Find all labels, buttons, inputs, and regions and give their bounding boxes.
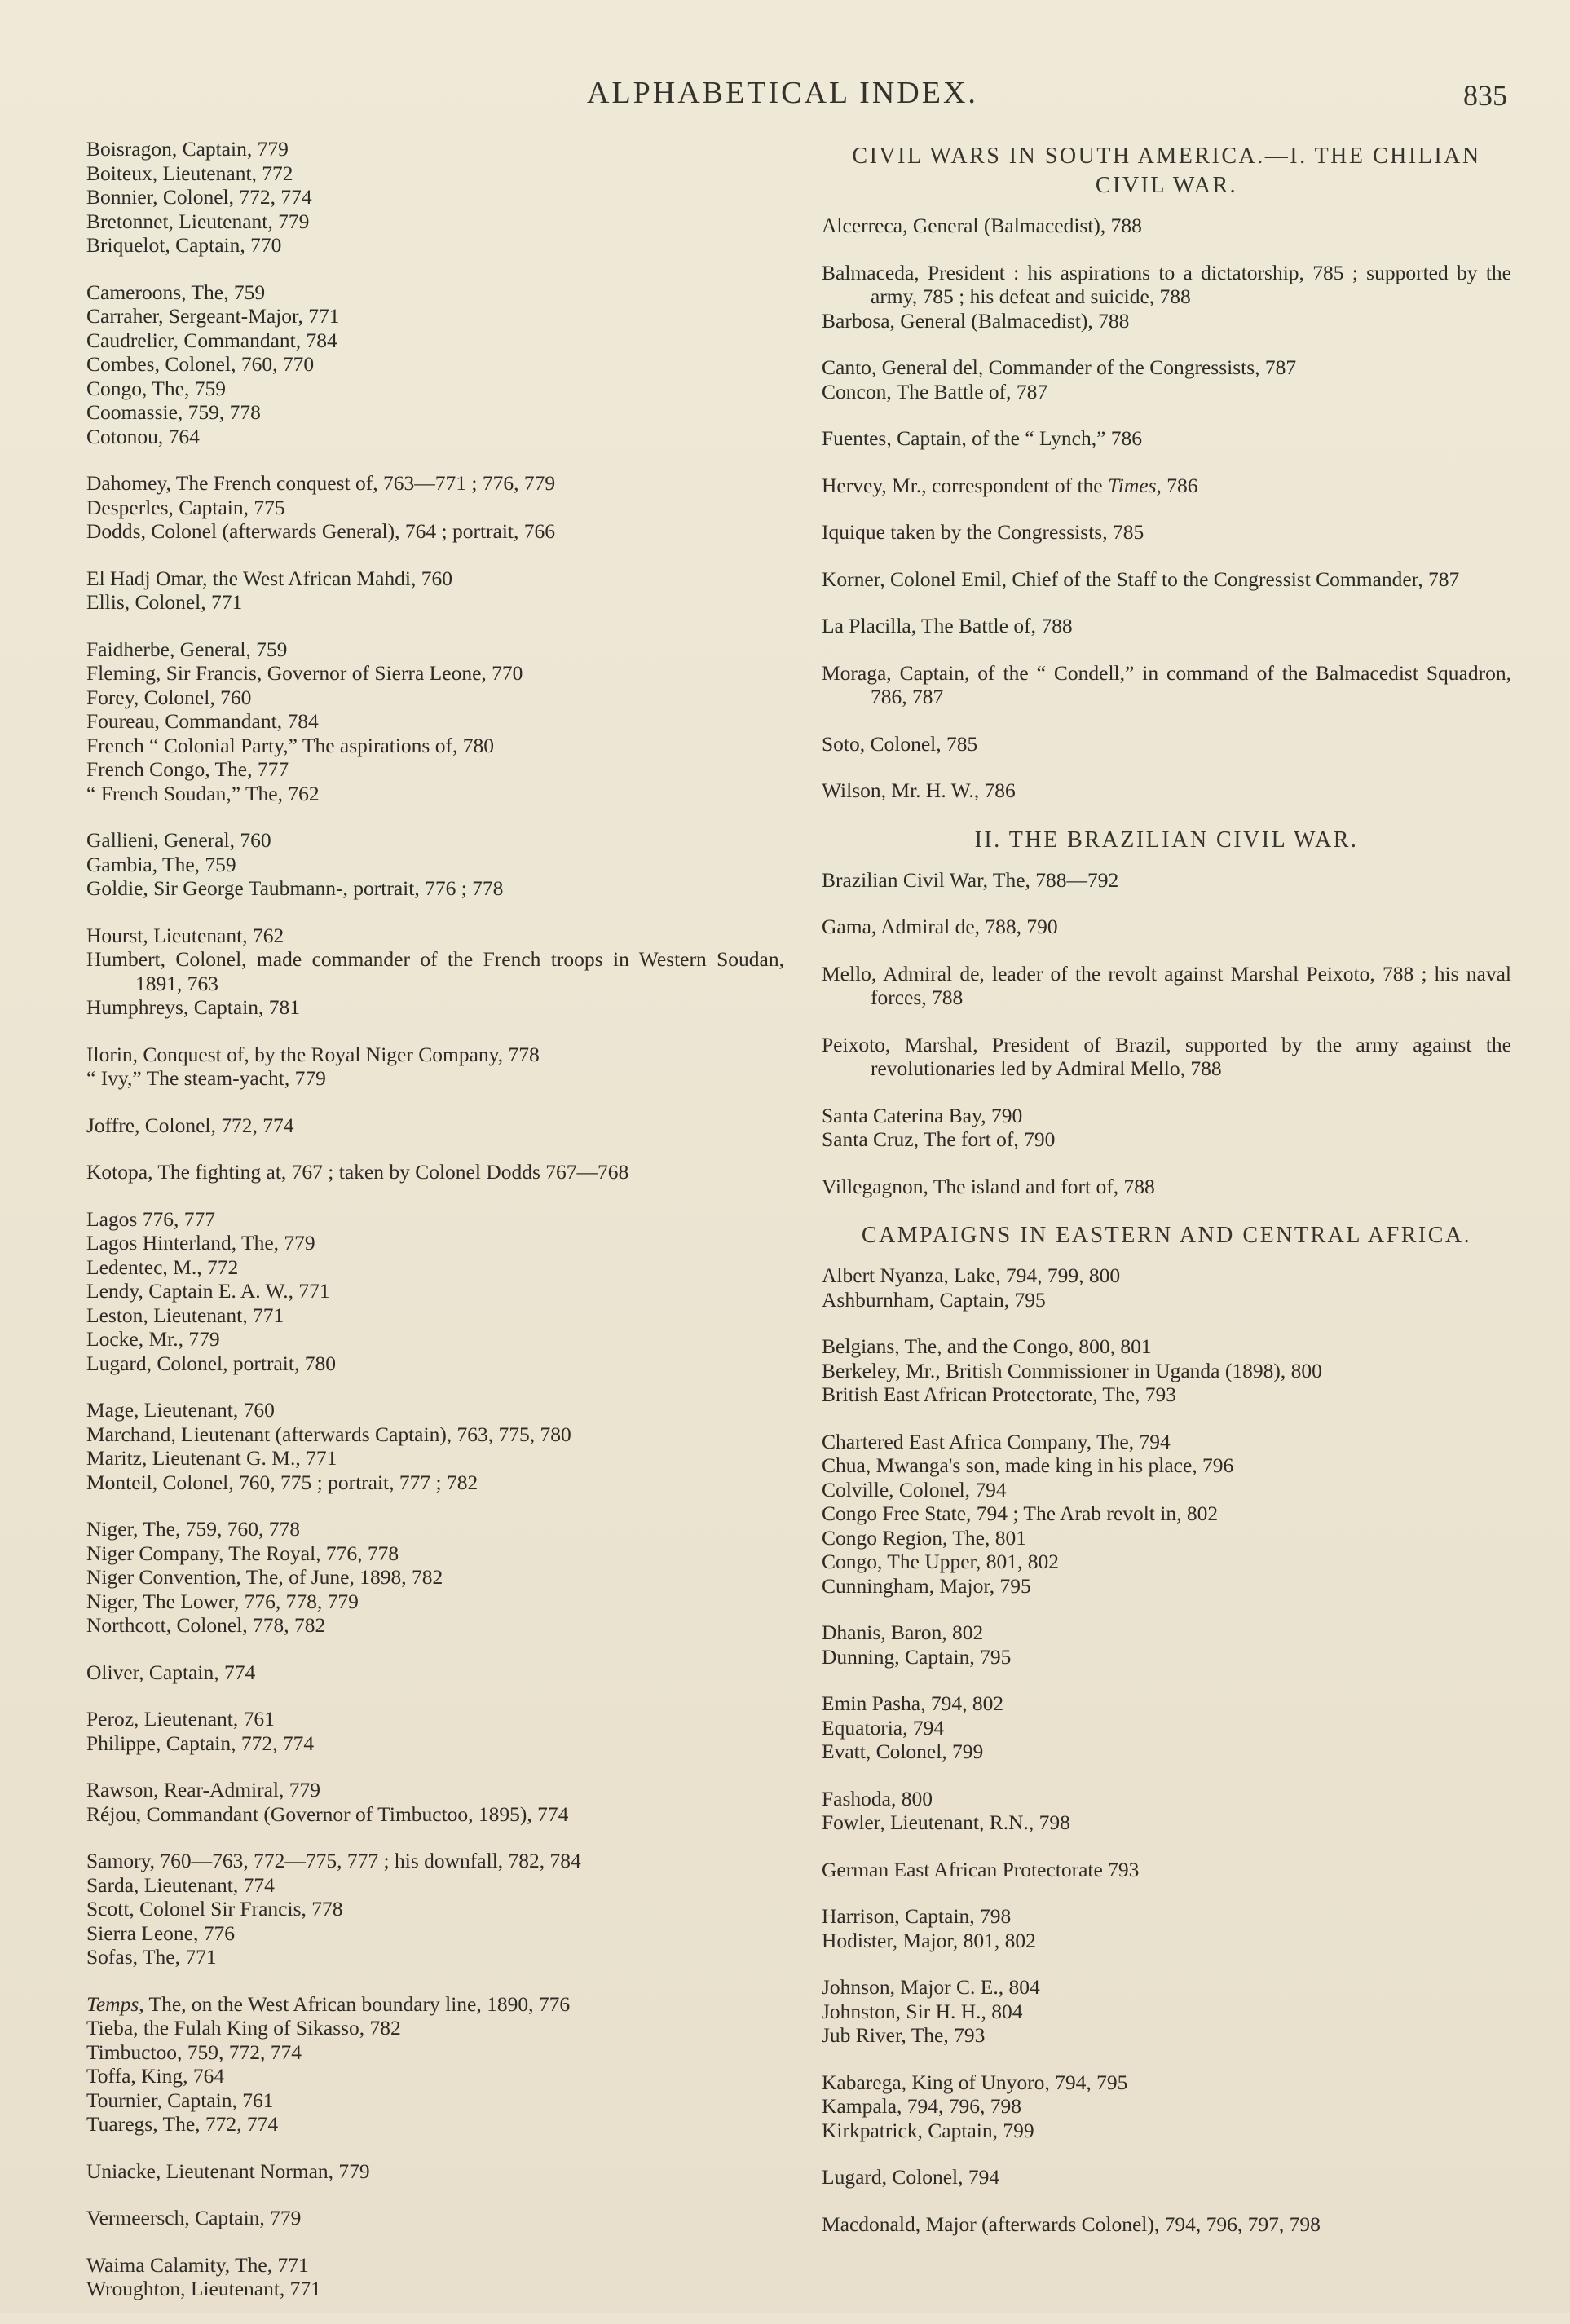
index-entry: Congo, The Upper, 801, 802 [822, 1550, 1060, 1573]
index-entry: Leston, Lieutenant, 771 [86, 1303, 284, 1327]
index-entry: Mage, Lieutenant, 760 [86, 1398, 275, 1422]
index-letter-group [822, 915, 1511, 939]
index-letter-group [822, 614, 1511, 638]
index-entry: Humbert, Colonel, made commander of the French troops in Western Soudan, 1891, 763 [86, 947, 784, 995]
index-entry: Peroz, Lieutenant, 761 [86, 1707, 275, 1731]
index-letter-group [822, 778, 1511, 803]
index-entry: “ French Soudan,” The, 762 [86, 781, 320, 805]
index-entry: Iquique taken by the Congressists, 785 [822, 520, 1144, 544]
index-entry: French “ Colonial Party,” The aspirations of, 780 [86, 733, 494, 757]
index-entry: Chua, Mwanga's son, made king in his place, 796 [822, 1453, 1234, 1477]
index-letter-group [822, 1858, 1511, 1882]
index-entry: Fleming, Sir Francis, Governor of Sierra Leone, 770 [86, 661, 523, 685]
index-entry: Belgians, The, and the Congo, 800, 801 [822, 1334, 1152, 1358]
index-entry: Northcott, Colonel, 778, 782 [86, 1613, 326, 1637]
index-entry: Colville, Colonel, 794 [822, 1477, 1007, 1502]
index-letter-group [86, 1707, 784, 1755]
index-entry: Congo Region, The, 801 [822, 1525, 1026, 1550]
index-entry: Boiteux, Lieutenant, 772 [86, 161, 293, 185]
index-entry: Lugard, Colonel, 794 [822, 2165, 1000, 2189]
index-letter-group [86, 1660, 784, 1685]
index-letter-group [86, 1398, 784, 1494]
index-entry: Locke, Mr., 779 [86, 1327, 220, 1351]
index-entry: Johnston, Sir H. H., 804 [822, 1999, 1023, 2023]
chilian-entries [822, 214, 1511, 803]
index-letter-group [86, 637, 784, 806]
index-letter-group [86, 1849, 784, 1969]
index-entry: Sarda, Lieutenant, 774 [86, 1872, 275, 1897]
index-entry: Brazilian Civil War, The, 788—792 [822, 867, 1119, 892]
index-entry: Chartered East Africa Company, The, 794 [822, 1429, 1171, 1453]
index-entry: Rawson, Rear-Admiral, 779 [86, 1778, 321, 1801]
index-entry: Briquelot, Captain, 770 [86, 233, 282, 257]
index-entry: Emin Pasha, 794, 802 [822, 1691, 1004, 1715]
index-entry: Dhanis, Baron, 802 [822, 1621, 984, 1644]
index-entry: Marchand, Lieutenant (afterwards Captain), 763, 775, 780 [86, 1422, 571, 1446]
africa-entries [822, 1263, 1511, 2236]
index-entry: Ashburnham, Captain, 795 [822, 1287, 1046, 1312]
index-letter-group [86, 1778, 784, 1826]
index-entry: Ledentec, M., 772 [86, 1255, 239, 1279]
index-entry: Hodister, Major, 801, 802 [822, 1928, 1036, 1952]
index-entry: German East African Protectorate 793 [822, 1857, 1140, 1881]
index-entry: Peixoto, Marshal, President of Brazil, supported by the army against the revolutionaries led by Admiral Mello, 788 [822, 1032, 1511, 1080]
index-entry: Timbuctoo, 759, 772, 774 [86, 2040, 302, 2064]
index-entry: Canto, General del, Commander of the Congressists, 787 [822, 355, 1297, 379]
index-entry: Lagos Hinterland, The, 779 [86, 1231, 315, 1255]
index-entry: Dahomey, The French conquest of, 763—771 ; 776, 779 [86, 471, 556, 495]
index-letter-group [822, 1334, 1511, 1407]
index-entry: Berkeley, Mr., British Commissioner in Uganda (1898), 800 [822, 1358, 1322, 1382]
index-entry: Wilson, Mr. H. W., 786 [822, 778, 1016, 802]
index-letter-group [86, 471, 784, 544]
index-entry: Tieba, the Fulah King of Sikasso, 782 [86, 2016, 401, 2040]
index-entry: Alcerreca, General (Balmacedist), 788 [822, 214, 1142, 237]
index-entry: Mello, Admiral de, leader of the revolt against Marshal Peixoto, 788 ; his naval forces, 788 [822, 961, 1511, 1009]
index-entry: Jub River, The, 793 [822, 2023, 986, 2047]
index-entry: Gambia, The, 759 [86, 852, 236, 876]
index-entry: Ilorin, Conquest of, by the Royal Niger Company, 778 [86, 1042, 540, 1066]
index-entry: El Hadj Omar, the West African Mahdi, 760 [86, 566, 452, 590]
index-entry: Sofas, The, 771 [86, 1945, 217, 1969]
index-entry: Uniacke, Lieutenant Norman, 779 [86, 2159, 370, 2183]
index-letter-group [822, 1787, 1511, 1835]
index-entry: Moraga, Captain, of the “ Condell,” in command of the Balmacedist Squadron, 786, 787 [822, 660, 1511, 708]
index-entry: Niger Company, The Royal, 776, 778 [86, 1541, 399, 1565]
index-letter-group [822, 214, 1511, 238]
running-head [0, 75, 1570, 124]
index-entry: Fashoda, 800 [822, 1786, 933, 1810]
section-heading-eastern-central-africa: CAMPAIGNS IN EASTERN AND CENTRAL AFRICA. [861, 1223, 1472, 1248]
index-entry: Santa Caterina Bay, 790 [822, 1103, 1023, 1127]
index-entry: Monteil, Colonel, 760, 775 ; portrait, 777 ; 782 [86, 1470, 478, 1494]
index-entry: French Congo, The, 777 [86, 757, 289, 781]
index-letter-group [86, 2253, 784, 2301]
index-entry: Equatoria, 794 [822, 1715, 945, 1740]
index-entry: Temps, The, on the West African boundary line, 1890, 776 [86, 1991, 571, 2016]
index-letter-group [86, 924, 784, 1020]
index-entry: Hervey, Mr., correspondent of the Times, 786 [822, 473, 1198, 497]
index-entry: Barbosa, General (Balmacedist), 788 [822, 308, 1130, 333]
index-letter-group [822, 355, 1511, 404]
index-entry: Santa Cruz, The fort of, 790 [822, 1127, 1056, 1151]
index-entry: Caudrelier, Commandant, 784 [86, 328, 337, 352]
index-letter-group [822, 732, 1511, 756]
index-entry: Humphreys, Captain, 781 [86, 995, 301, 1019]
index-entry: Tournier, Captain, 761 [86, 2088, 274, 2112]
index-letter-group [822, 1975, 1511, 2048]
index-entry: Balmaceda, President : his aspirations to a dictatorship, 785 ; supported by the army, 785 ; his defeat and suicide, 788 [822, 260, 1511, 308]
index-letter-group [822, 1033, 1511, 1081]
index-letter-group [86, 2206, 784, 2230]
index-entry: Sierra Leone, 776 [86, 1920, 235, 1945]
index-entry: Lendy, Captain E. A. W., 771 [86, 1279, 330, 1303]
index-entry: Lagos 776, 777 [86, 1206, 215, 1231]
index-letter-group [86, 1160, 784, 1184]
index-entry: Gallieni, General, 760 [86, 828, 271, 852]
index-entry: Dodds, Colonel (afterwards General), 764 ; portrait, 766 [86, 519, 556, 543]
index-letter-group [86, 567, 784, 615]
index-entry: Kabarega, King of Unyoro, 794, 795 [822, 2070, 1128, 2094]
index-entry: Fowler, Lieutenant, R.N., 798 [822, 1810, 1070, 1834]
index-entry: Gama, Admiral de, 788, 790 [822, 915, 1058, 938]
left-index-column [86, 137, 784, 2324]
index-letter-group [86, 1113, 784, 1138]
index-letter-group [86, 1043, 784, 1091]
index-letter-group [822, 1104, 1511, 1152]
index-letter-group [86, 280, 784, 449]
index-entry: Ellis, Colonel, 771 [86, 590, 243, 614]
index-entry: Korner, Colonel Emil, Chief of the Staff to the Congressist Commander, 787 [822, 567, 1460, 591]
index-entry: Joffre, Colonel, 772, 774 [86, 1113, 294, 1137]
index-entry: Vermeersch, Captain, 779 [86, 2206, 302, 2229]
index-entry: Niger, The, 759, 760, 778 [86, 1517, 300, 1541]
index-entry: Maritz, Lieutenant G. M., 771 [86, 1446, 337, 1470]
section-heading-chilian-civil-war: CIVIL WARS IN SOUTH AMERICA.—I. THE CHILIAN CIVIL WAR. [852, 143, 1481, 198]
index-entry: Niger, The Lower, 776, 778, 779 [86, 1589, 359, 1613]
index-entry: Toffa, King, 764 [86, 2064, 225, 2088]
index-letter-group [86, 1207, 784, 1376]
index-entry: Harrison, Captain, 798 [822, 1904, 1012, 1928]
index-entry: Waima Calamity, The, 771 [86, 2252, 309, 2277]
index-entry: Macdonald, Major (afterwards Colonel), 794, 796, 797, 798 [822, 2212, 1321, 2236]
index-letter-group [822, 2212, 1511, 2237]
index-letter-group [822, 2165, 1511, 2189]
index-entry: Johnson, Major C. E., 804 [822, 1975, 1040, 1999]
index-letter-group [822, 962, 1511, 1010]
index-letter-group [822, 661, 1511, 709]
index-entry: Goldie, Sir George Taubmann-, portrait, 776 ; 778 [86, 876, 504, 900]
right-index-column [822, 137, 1511, 2259]
index-entry: Hourst, Lieutenant, 762 [86, 923, 284, 947]
index-entry: La Placilla, The Battle of, 788 [822, 614, 1073, 637]
index-entry: Philippe, Captain, 772, 774 [86, 1731, 315, 1755]
index-letter-group [822, 520, 1511, 545]
index-entry: Wroughton, Lieutenant, 771 [86, 2277, 321, 2300]
index-letter-group [822, 1175, 1511, 1199]
index-entry: Kotopa, The fighting at, 767 ; taken by Colonel Dodds 767—768 [86, 1160, 629, 1184]
index-entry: Villegagnon, The island and fort of, 788 [822, 1174, 1155, 1198]
index-letter-group [822, 1691, 1511, 1764]
index-entry: Bretonnet, Lieutenant, 779 [86, 209, 310, 233]
index-letter-group [822, 1621, 1511, 1669]
index-entry: Albert Nyanza, Lake, 794, 799, 800 [822, 1263, 1121, 1287]
index-letter-group [822, 474, 1511, 498]
index-entry: Scott, Colonel Sir Francis, 778 [86, 1897, 343, 1920]
index-entry: Bonnier, Colonel, 772, 774 [86, 185, 312, 209]
index-entry: Samory, 760—763, 772—775, 777 ; his downfall, 782, 784 [86, 1849, 581, 1872]
index-letter-group [86, 137, 784, 258]
index-entry: Evatt, Colonel, 799 [822, 1740, 984, 1763]
index-entry: Tuaregs, The, 772, 774 [86, 2112, 279, 2136]
index-entry: “ Ivy,” The steam-yacht, 779 [86, 1066, 326, 1090]
index-entry: Niger Convention, The, of June, 1898, 782 [86, 1565, 443, 1589]
index-entry: Lugard, Colonel, portrait, 780 [86, 1351, 336, 1375]
index-entry: Congo, The, 759 [86, 376, 226, 400]
index-letter-group [86, 828, 784, 901]
brazilian-entries [822, 868, 1511, 1199]
index-letter-group [86, 2159, 784, 2184]
index-entry: Cotonou, 764 [86, 424, 200, 448]
index-entry: Boisragon, Captain, 779 [86, 137, 289, 161]
index-entry: Dunning, Captain, 795 [822, 1644, 1012, 1669]
index-entry: Cunningham, Major, 795 [822, 1573, 1031, 1598]
index-entry: Cameroons, The, 759 [86, 280, 266, 304]
index-entry: British East African Protectorate, The, 793 [822, 1382, 1177, 1406]
section-heading-brazilian-civil-war: II. THE BRAZILIAN CIVIL WAR. [974, 827, 1359, 853]
index-entry: Carraher, Sergeant-Major, 771 [86, 304, 340, 328]
index-entry: Fuentes, Captain, of the “ Lynch,” 786 [822, 426, 1143, 450]
index-entry: Congo Free State, 794 ; The Arab revolt in, 802 [822, 1502, 1219, 1525]
index-letter-group [822, 567, 1511, 592]
index-entry: Desperles, Captain, 775 [86, 495, 285, 519]
index-letter-group [822, 1430, 1511, 1599]
index-entry: Coomassie, 759, 778 [86, 400, 261, 424]
index-entry: Kirkpatrick, Captain, 799 [822, 2118, 1034, 2142]
index-entry: Soto, Colonel, 785 [822, 731, 978, 756]
index-letter-group [822, 1904, 1511, 1952]
index-letter-group [822, 868, 1511, 893]
index-entry: Combes, Colonel, 760, 770 [86, 352, 315, 376]
index-entry: Faidherbe, General, 759 [86, 637, 288, 661]
page-number: 835 [1463, 79, 1507, 112]
index-entry: Kampala, 794, 796, 798 [822, 2094, 1022, 2118]
index-letter-group [822, 2070, 1511, 2143]
index-letter-group [822, 426, 1511, 451]
index-entry: Oliver, Captain, 774 [86, 1660, 256, 1684]
index-letter-group [822, 1263, 1511, 1312]
index-letter-group [86, 1517, 784, 1638]
running-head-title: ALPHABETICAL INDEX. [587, 76, 978, 110]
index-entry: Concon, The Battle of, 787 [822, 379, 1048, 404]
index-letter-group [822, 261, 1511, 333]
index-entry: Forey, Colonel, 760 [86, 685, 252, 709]
index-letter-group [86, 1992, 784, 2137]
index-entry: Réjou, Commandant (Governor of Timbuctoo, 1895), 774 [86, 1801, 569, 1826]
index-entry: Foureau, Commandant, 784 [86, 709, 319, 733]
